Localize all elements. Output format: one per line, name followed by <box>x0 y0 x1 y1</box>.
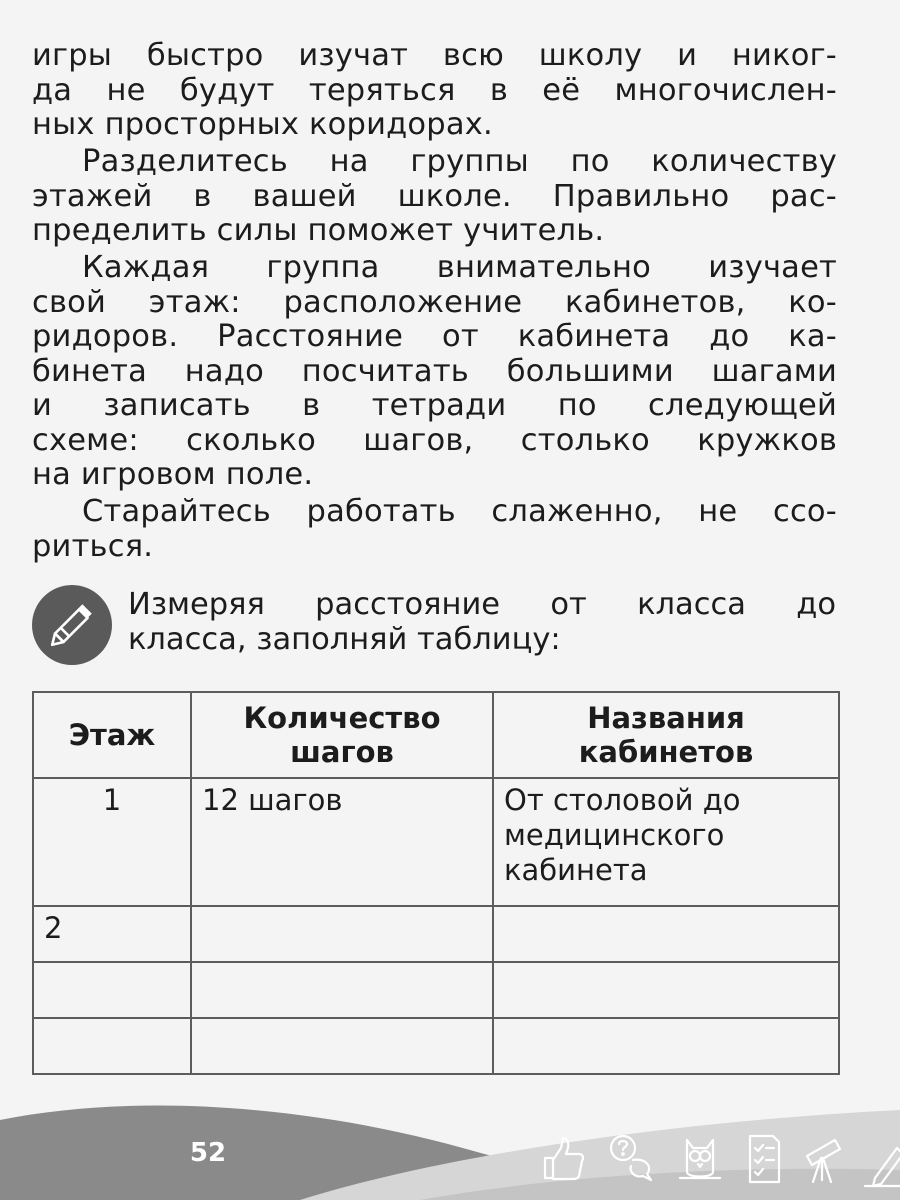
cell-rooms[interactable] <box>493 962 839 1018</box>
text-line: ных просторных коридорах. <box>32 107 493 142</box>
checklist-icon <box>750 1136 779 1182</box>
text-line: ридоров. Расстояние от кабинета до ка- <box>32 319 837 354</box>
cell-floor[interactable] <box>33 962 191 1018</box>
text-line: игры быстро изучат всю школу и никог- <box>32 38 837 73</box>
table-header-row <box>33 692 839 778</box>
text-line: риться. <box>32 528 154 564</box>
cell-steps[interactable]: 12 шагов <box>191 778 493 906</box>
cell-floor[interactable] <box>33 1018 191 1074</box>
text-line: на игровом поле. <box>32 457 314 492</box>
cell-rooms[interactable]: От столовой до медицинского кабинета <box>493 778 839 906</box>
pencil-icon <box>32 585 112 665</box>
text-line: пределить силы поможет учитель. <box>32 213 605 248</box>
text-line: бинета надо посчитать большими шагами <box>32 353 837 389</box>
table-row <box>33 778 839 906</box>
pencil-icon <box>865 1148 900 1186</box>
table-row <box>33 962 839 1018</box>
question-chat-icon <box>611 1136 651 1180</box>
footer-icons <box>535 1128 900 1188</box>
paragraph-3 <box>32 251 837 493</box>
header-rooms: Названия кабинетов <box>493 692 839 778</box>
table-row <box>33 906 839 962</box>
paragraph-2 <box>32 145 837 249</box>
cell-rooms[interactable] <box>493 1018 839 1074</box>
header-floor: Этаж <box>33 692 191 778</box>
text-line: и записать в тетради по следующей <box>32 388 837 423</box>
cell-steps[interactable] <box>191 962 493 1018</box>
paragraph-1 <box>32 39 837 143</box>
text-line: Разделитесь на группы по количеству <box>82 144 837 179</box>
header-steps: Количество шагов <box>191 692 493 778</box>
table-row <box>33 1018 839 1074</box>
thumbs-up-icon <box>545 1138 583 1179</box>
text-line: Измеряя расстояние от класса до <box>128 587 836 622</box>
page-number: 52 <box>189 1138 227 1168</box>
cell-steps[interactable] <box>191 1018 493 1074</box>
telescope-icon <box>807 1140 840 1182</box>
task-instruction <box>128 588 836 657</box>
text-line: Старайтесь работать слаженно, не ссо- <box>82 494 837 529</box>
cell-rooms[interactable] <box>493 906 839 962</box>
paragraph-4 <box>32 495 837 564</box>
text-line: Каждая группа внимательно изучает <box>82 250 837 285</box>
text-line: класса, заполняй таблицу: <box>128 621 561 657</box>
measurement-table <box>32 691 840 1075</box>
cell-floor[interactable]: 2 <box>33 906 191 962</box>
text-line: свой этаж: расположение кабинетов, ко- <box>32 284 837 320</box>
text-line: этажей в вашей школе. Правильно рас- <box>32 178 837 214</box>
cell-steps[interactable] <box>191 906 493 962</box>
owl-icon <box>680 1140 720 1178</box>
text-line: да не будут теряться в её многочислен- <box>32 72 837 108</box>
cell-floor[interactable]: 1 <box>33 778 191 906</box>
text-line: схеме: сколько шагов, столько кружков <box>32 422 837 458</box>
